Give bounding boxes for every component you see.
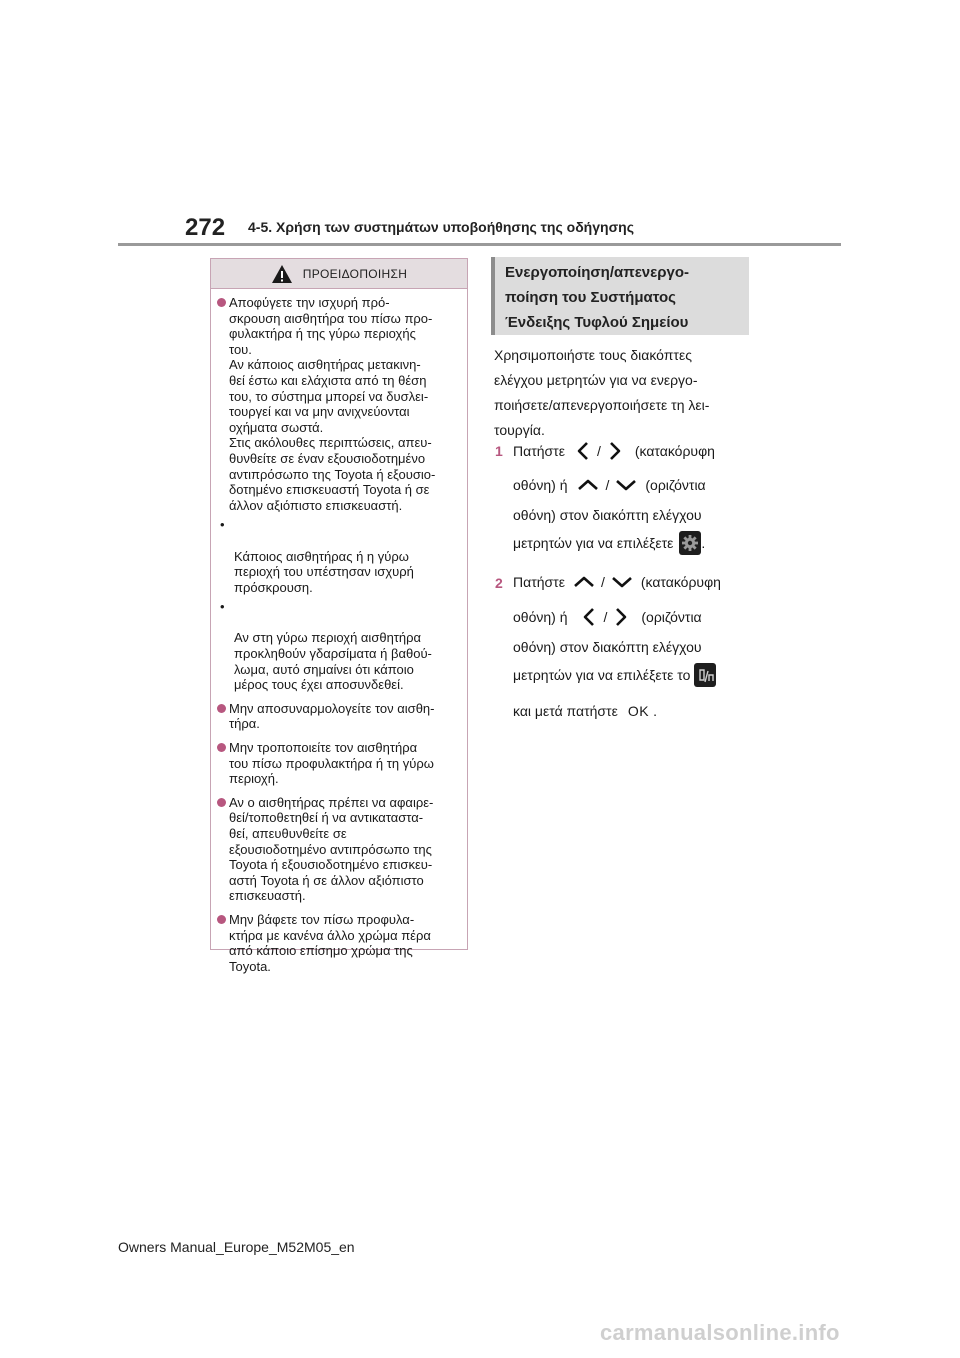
- warning-item: [217, 701, 459, 732]
- chevron-right-icon: [615, 607, 627, 627]
- bullet-icon: [217, 298, 226, 307]
- chevron-right-icon: [609, 441, 621, 461]
- step-text: .: [653, 703, 657, 719]
- step-text: (οριζόντια: [645, 477, 706, 493]
- step-line: [513, 441, 715, 461]
- warning-content: [211, 289, 467, 974]
- step-text: οθόνη) στον διακόπτη ελέγχου: [513, 639, 702, 655]
- step-line: [513, 574, 721, 590]
- step-number: 2: [495, 575, 503, 591]
- step-text: (οριζόντια: [641, 609, 702, 625]
- separator-text: /: [600, 574, 605, 590]
- intro-paragraph: Χρησιμοποιήστε τους διακόπτες ελέγχου μετρητών για να ενεργο- ποιήσετε/απενεργοποιήσετε τη λει- τουργία.: [494, 347, 710, 438]
- section-title: 4-5. Χρήση των συστημάτων υποβοήθησης της οδήγησης: [248, 219, 634, 235]
- chevron-left-icon: [583, 607, 595, 627]
- warning-item: [217, 912, 459, 974]
- warning-item: [217, 295, 459, 693]
- step-line: [513, 531, 705, 555]
- chevron-up-icon: [577, 479, 599, 491]
- separator-text: /: [605, 477, 610, 493]
- bullet-icon: [217, 704, 226, 713]
- warning-box: [210, 258, 468, 974]
- dot-bullet-icon: •: [220, 599, 225, 615]
- chevron-down-icon: [615, 479, 637, 491]
- dot-bullet-icon: •: [220, 517, 225, 533]
- step-text: οθόνη) στον διακόπτη ελέγχου: [513, 507, 702, 523]
- warning-item: [217, 740, 459, 787]
- warning-item-text: Αποφύγετε την ισχυρή πρό- σκρουση αισθητήρα του πίσω προ- φυλακτήρα ή της γύρω περιοχής του. Αν κάποιος αισθητήρας μετακινη- θεί έστω και ελάχιστα από τη θέση του, το σύστημα μπορεί να δυσλει- τουργεί και να μην ανιχνεύονται οχήματα σωστά. Στις ακόλουθες περιπτώσεις, απευ- θυνθείτε σε έναν εξουσιοδοτημένο αντιπρόσωπο της Toyota ή εξουσιο- δοτημένο επισκευαστή Toyota ή σε άλλον αξιόπιστο επισκευαστή.: [229, 295, 436, 513]
- warning-item-text: Μην αποσυναρμολογείτε τον αισθη- τήρα.: [229, 700, 435, 732]
- warning-item-text: Μην βάφετε τον πίσω προφυλα- κτήρα με κανένα άλλο χρώμα πέρα από κάποιο επίσημο χρώμα της Toyota.: [229, 911, 431, 974]
- step-text: Πατήστε: [513, 574, 565, 590]
- warning-item-text: Αν ο αισθητήρας πρέπει να αφαιρε- θεί/τοποθετηθεί ή να αντικαταστα- θεί, απευθυνθείτε σε εξουσιοδοτημένο αντιπρόσωπο της Toyota ή εξουσιοδοτημένο επισκευ- αστή Toyota ή σε άλλον αξιόπιστο επισκευαστή.: [229, 794, 434, 904]
- header-divider: [118, 243, 841, 246]
- chevron-down-icon: [611, 576, 633, 588]
- step-line: [513, 639, 702, 655]
- settings-gear-icon: [679, 531, 701, 555]
- warning-subitem-text: Αν στη γύρω περιοχή αισθητήρα προκληθούν γδαρσίματα ή βαθού- λωμα, αυτό σημαίνει ότι κάποιο μέρος τους έχει αποσυνδεθεί.: [234, 630, 432, 693]
- warning-subitem: [217, 599, 459, 693]
- step-number: 1: [495, 443, 503, 459]
- subsection-heading: Ενεργοποίηση/απενεργο- ποίηση του Συστήματος Ένδειξης Τυφλού Σημείου: [491, 257, 749, 335]
- step-text: .: [701, 535, 706, 551]
- separator-text: /: [596, 443, 601, 459]
- bullet-icon: [217, 798, 226, 807]
- step-text: Πατήστε: [513, 443, 565, 459]
- step-text: μετρητών για να επιλέξετε το: [513, 667, 691, 683]
- bullet-icon: [217, 743, 226, 752]
- warning-item: [217, 795, 459, 904]
- step-text: (κατακόρυφη: [640, 574, 721, 590]
- step-text: (κατακόρυφη: [634, 443, 715, 459]
- ok-button-symbol: OK: [627, 703, 650, 719]
- step-line: [513, 703, 657, 719]
- step-line: [513, 477, 706, 493]
- chevron-up-icon: [573, 576, 595, 588]
- chevron-left-icon: [577, 441, 589, 461]
- warning-item-text: Μην τροποποιείτε τον αισθητήρα του πίσω προφυλακτήρα ή τη γύρω περιοχή.: [229, 740, 434, 787]
- step-line: [513, 507, 702, 523]
- warning-title: ΠΡΟΕΙΔΟΠΟΙΗΣΗ: [302, 266, 408, 281]
- step-text: οθόνη) ή: [513, 477, 568, 493]
- bullet-icon: [217, 915, 226, 924]
- step-text: και μετά πατήστε: [513, 703, 618, 719]
- footer-manual-id: Owners Manual_Europe_M52M05_en: [118, 1239, 355, 1255]
- separator-text: /: [603, 609, 608, 625]
- warning-triangle-icon: [271, 264, 293, 284]
- watermark: carmanualsonline.info: [600, 1320, 840, 1345]
- blind-spot-monitor-icon: [694, 663, 716, 687]
- warning-header: [211, 259, 467, 289]
- step-line: [513, 607, 702, 627]
- step-text: οθόνη) ή: [513, 609, 568, 625]
- warning-subitem-text: Κάποιος αισθητήρας ή η γύρω περιοχή του υπέστησαν ισχυρή πρόσκρουση.: [234, 548, 414, 595]
- step-line: [513, 663, 716, 687]
- step-text: μετρητών για να επιλέξετε: [513, 535, 674, 551]
- page-number: 272: [185, 214, 226, 241]
- warning-subitem: [217, 517, 459, 595]
